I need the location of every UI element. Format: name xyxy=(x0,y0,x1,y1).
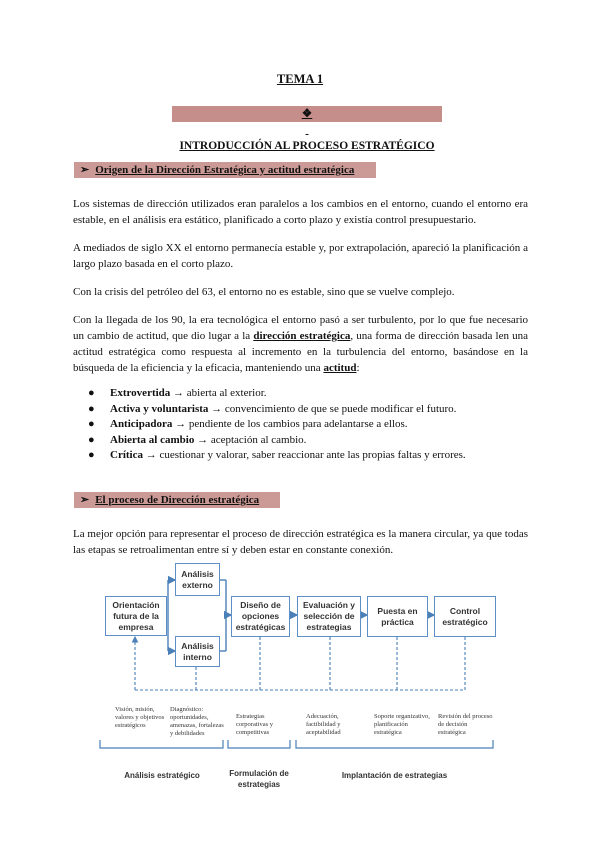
list-desc: → pendiente de los cambios para adelantarse a ellos. xyxy=(175,418,408,430)
paragraph-3: Con la crisis del petróleo del 63, el entorno no es estable, sino que se vuelve complejo. xyxy=(73,286,455,298)
phase-analisis: Análisis estratégico xyxy=(124,771,200,780)
note-vision: Visión, misión, valores y objetivos estratégicos xyxy=(115,706,165,729)
list-term: Anticipadora xyxy=(110,418,173,430)
box-analisis-interno: Análisis interno xyxy=(175,636,220,667)
list-term: Abierta al cambio xyxy=(110,433,195,446)
bullet-dot-icon: ● xyxy=(88,433,95,446)
bullet-dot-icon: ● xyxy=(88,402,95,415)
document-title: TEMA 1 xyxy=(276,72,324,86)
box-puesta: Puesta en práctica xyxy=(367,596,428,637)
section-heading-text: El proceso de Dirección estratégica xyxy=(95,494,260,506)
list-desc: → cuestionar y valorar, saber reaccionar ante las propias faltas y errores. xyxy=(145,449,466,461)
paragraph-1: Los sistemas de dirección utilizados eran paralelos a los cambios en el entorno, cuando el entorno era estable, en el análisis era estático, planificado a corto plazo y existía control presupuestario. xyxy=(73,198,528,226)
main-heading-text: INTRODUCCIÓN AL PROCESO ESTRATÉGICO xyxy=(179,140,435,152)
note-soporte: Soporte organizativo, planificación estratégica xyxy=(374,713,430,736)
note-diagnostico: Diagnóstico: oportunidades, amenazas, fortalezas y debilidades xyxy=(170,706,224,737)
list-term: Activa y voluntarista xyxy=(110,402,209,415)
paragraph-2: A mediados de siglo XX el entorno permanecía estable y, por extrapolación, apareció la planificación a largo plazo basada en el corto plazo. xyxy=(73,242,528,270)
section-heading-text: Origen de la Dirección Estratégica y actitud estratégica xyxy=(95,164,355,176)
bullet-dot-icon: ● xyxy=(88,449,95,461)
box-orientacion: Orientación futura de la empresa xyxy=(105,596,167,636)
note-adecuacion: Adecuación, factibilidad y aceptabilidad xyxy=(306,713,341,736)
term-actitud: actitud xyxy=(323,362,357,374)
box-diseno: Diseño de opciones estratégicas xyxy=(231,596,290,637)
p4-text-c: , una forma de dirección basada len una actitud estratégica como respuesta al incremento en la turbulencia del entorno, basándose en la búsqueda de la eficiencia y la eficacia, manteniendo una xyxy=(73,330,529,374)
list-term: Extrovertida xyxy=(110,387,171,399)
note-revision: Revisión del proceso de decisión estratégica xyxy=(438,713,493,736)
list-desc: → convencimiento de que se puede modificar el futuro. xyxy=(211,402,457,415)
note-estrategias: Estrategias corporativas y competitivas xyxy=(236,713,274,736)
arrow-bullet-icon: ➢ xyxy=(80,164,90,176)
p4-text-a: Con la llegada de los 90, la era tecnológica el entorno pasó a ser turbulento, por lo que fue necesario un cambio de actitud, que dio lugar a la xyxy=(73,314,528,342)
list-term: Crítica xyxy=(110,449,143,461)
p4-text-e: : xyxy=(356,362,360,374)
phase-implantacion: Implantación de estrategias xyxy=(341,771,448,780)
paragraph-5: La mejor opción para representar el proceso de dirección estratégica es la manera circular, ya que todas las etapas se retroalimentan entre sí y deben estar en constante conexión. xyxy=(73,528,528,556)
box-control: Control estratégico xyxy=(434,596,496,637)
list-desc: → aceptación al cambio. xyxy=(197,433,307,446)
term-direccion-estrategica: dirección estratégica xyxy=(253,330,351,342)
bullet-dot-icon: ● xyxy=(88,387,95,399)
bullet-dot-icon: ● xyxy=(88,418,95,430)
list-desc: → abierta al exterior. xyxy=(173,387,267,399)
phase-formulacion: Formulación de estrategias xyxy=(229,769,289,789)
diamond-bullet-icon: ❖ xyxy=(301,108,313,120)
arrow-bullet-icon: ➢ xyxy=(80,494,90,506)
box-analisis-externo: Análisis externo xyxy=(175,563,220,596)
box-evaluacion: Evaluación y selección de estrategias xyxy=(297,596,361,637)
